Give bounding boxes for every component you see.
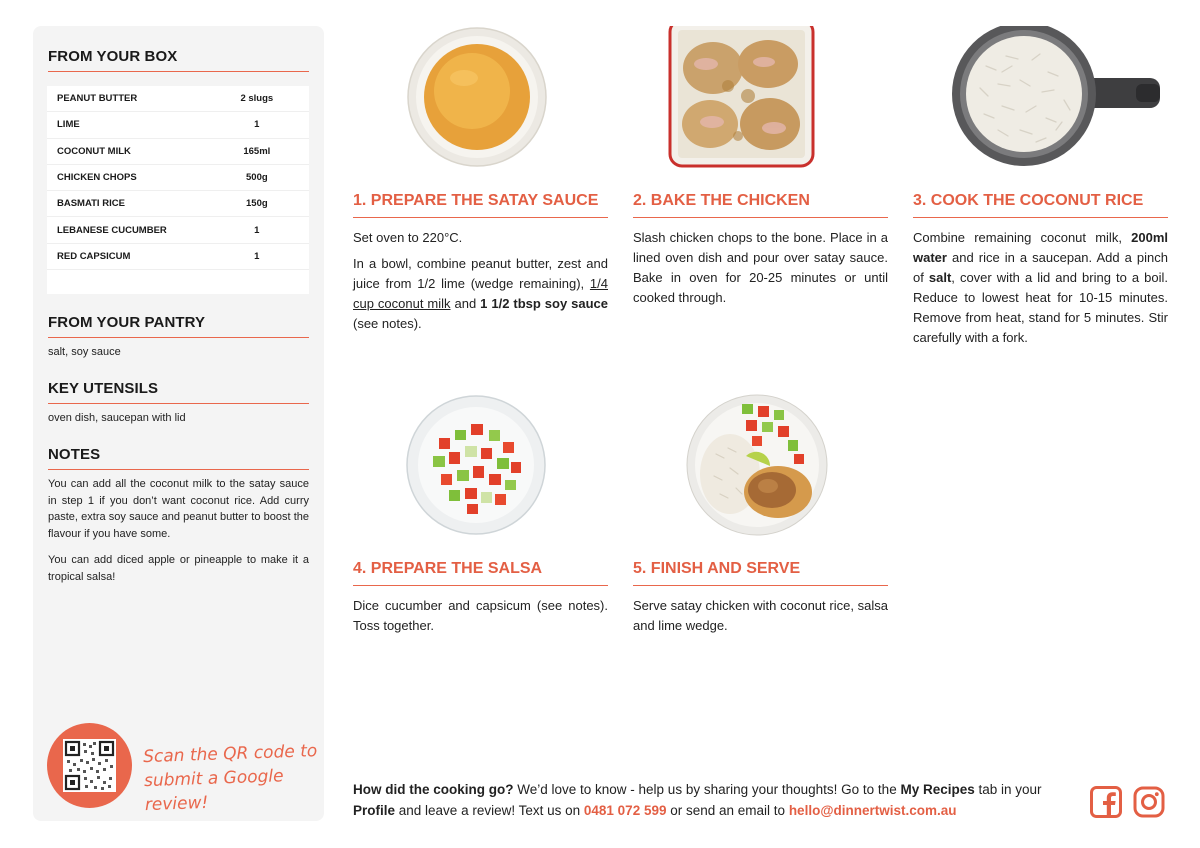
ingredient-name: PEANUT BUTTER <box>57 93 138 105</box>
step-5-paragraph-1: Serve satay chicken with coconut rice, salsa and lime wedge. <box>633 598 888 633</box>
notes-text-1: You can add all the coconut milk to the satay sauce in step 1 if you don’t want coconut rice. Add curry paste, extra soy sauce and peanut butter to boost the flavour if you have some. <box>48 478 309 540</box>
step-3-bold-text: salt <box>928 270 952 285</box>
ingredient-qty: 165ml <box>243 145 271 157</box>
step-1-paragraph-2 <box>353 254 608 334</box>
salsa-bowl-image <box>405 394 547 536</box>
footer-text: and leave a review! Text us on <box>395 803 584 818</box>
step-5-title: 5. FINISH AND SERVE <box>633 560 888 586</box>
step-3-text-part: Combine remaining coconut milk, <box>913 230 1132 245</box>
finished-plate-image <box>686 394 828 536</box>
footer-text: or send an email to <box>666 803 789 818</box>
step-3-text <box>913 228 1168 354</box>
review-footer <box>353 779 1073 821</box>
ingredient-qty: 1 <box>254 250 260 262</box>
phone-link[interactable]: 0481 072 599 <box>583 803 667 818</box>
instagram-icon[interactable] <box>1133 786 1165 818</box>
ingredient-name: COCONUT MILK <box>57 145 131 157</box>
table-row <box>47 244 309 270</box>
step-2-title: 2. BAKE THE CHICKEN <box>633 192 888 218</box>
step-4-title: 4. PREPARE THE SALSA <box>353 560 608 586</box>
table-row <box>47 86 309 112</box>
step-4-text <box>353 596 608 642</box>
ingredient-name: LIME <box>57 119 80 131</box>
facebook-icon[interactable] <box>1090 786 1122 818</box>
step-2-text <box>633 228 888 314</box>
table-row <box>47 165 309 191</box>
qr-caption-line-1: Scan the QR code to <box>142 741 318 768</box>
pantry-text: salt, soy sauce <box>48 346 121 358</box>
box-ingredients-table <box>47 86 309 294</box>
ingredient-qty: 500g <box>246 172 268 184</box>
qr-badge <box>47 723 132 808</box>
ingredient-qty: 1 <box>254 224 260 236</box>
ingredient-name: RED CAPSICUM <box>57 250 131 262</box>
ingredient-name: CHICKEN CHOPS <box>57 172 137 184</box>
footer-text: We’d love to know - help us by sharing your thoughts! Go to the <box>513 782 901 797</box>
step-1-title: 1. PREPARE THE SATAY SAUCE <box>353 192 608 218</box>
ingredient-qty: 2 slugs <box>240 93 274 105</box>
qr-caption <box>143 739 325 817</box>
step-1-text <box>353 228 608 340</box>
from-your-box-heading: FROM YOUR BOX <box>48 48 309 72</box>
notes-text-2: You can add diced apple or pineapple to make it a tropical salsa! <box>48 554 309 583</box>
step-1-bold-text: 1 1/2 tbsp soy sauce <box>480 296 609 311</box>
step-1-text-part: and <box>450 296 481 311</box>
from-your-pantry-heading: FROM YOUR PANTRY <box>48 314 309 338</box>
ingredient-qty: 150g <box>246 198 268 210</box>
step-3-text-part: and rice in a saucepan. Add a pinch of <box>913 250 1168 285</box>
profile-label: Profile <box>353 803 396 818</box>
ingredient-name: LEBANESE CUCUMBER <box>57 224 167 236</box>
step-5-text <box>633 596 888 642</box>
step-3-bold-text: 200ml water <box>913 230 1168 265</box>
qr-caption-line-2: submit a Google review! <box>143 766 284 816</box>
step-4-paragraph-1: Dice cucumber and capsicum (see notes). Toss together. <box>353 598 608 633</box>
chicken-oven-dish-image <box>668 26 815 168</box>
ingredient-name: BASMATI RICE <box>57 198 125 210</box>
ingredient-qty: 1 <box>254 119 260 131</box>
satay-sauce-bowl-image <box>406 26 548 168</box>
step-1-text-part: In a bowl, combine peanut butter, zest and juice from 1/2 lime (wedge remaining), <box>353 256 608 291</box>
my-recipes-label: My Recipes <box>900 782 975 797</box>
qr-code-icon[interactable] <box>63 739 116 792</box>
key-utensils-heading: KEY UTENSILS <box>48 380 309 404</box>
step-1-paragraph-1: Set oven to 220°C. <box>353 230 463 245</box>
step-1-underlined-text: 1/4 cup coconut milk <box>353 276 608 311</box>
step-3-paragraph-1 <box>913 228 1168 348</box>
footer-question: How did the cooking go? <box>353 782 514 797</box>
email-link[interactable]: hello@dinnertwist.com.au <box>788 803 957 818</box>
utensils-text: oven dish, saucepan with lid <box>48 412 186 424</box>
notes-heading: NOTES <box>48 446 309 470</box>
table-row <box>47 191 309 217</box>
coconut-rice-saucepan-image <box>936 26 1160 168</box>
footer-text: tab in your <box>974 782 1042 797</box>
ingredients-sidebar <box>33 26 324 821</box>
step-3-text-part: , cover with a lid and bring to a boil. Reduce to lowest heat for 10-15 minutes. Remove from heat, stand for 5 minutes. Stir carefully with a fork. <box>913 270 1168 345</box>
table-row <box>47 139 309 165</box>
table-row <box>47 217 309 243</box>
table-row <box>47 112 309 138</box>
step-1-text-part: (see notes). <box>353 316 422 331</box>
step-3-title: 3. COOK THE COCONUT RICE <box>913 192 1168 218</box>
step-2-paragraph-1: Slash chicken chops to the bone. Place in a lined oven dish and pour over satay sauce. Bake in oven for 20-25 minutes or until cooked through. <box>633 230 888 305</box>
